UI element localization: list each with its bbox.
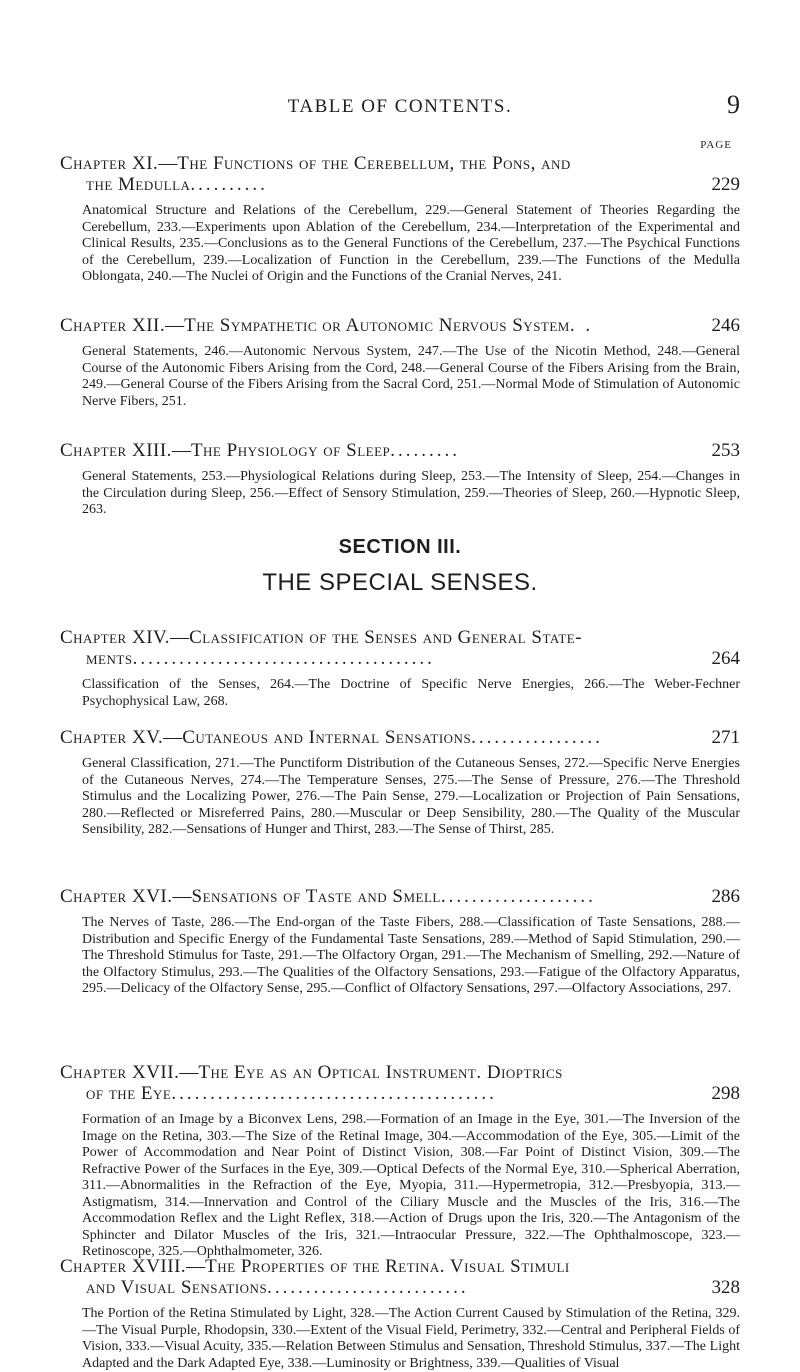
chapter-entry (60, 727, 740, 839)
page-column-label: PAGE (700, 139, 732, 151)
chapter-entry (60, 886, 740, 998)
page-number: 9 (727, 90, 740, 119)
chapter-page-number: 264 (711, 648, 740, 669)
chapter-title-continued: and Visual Sensations (86, 1277, 268, 1298)
running-head (60, 90, 740, 124)
chapter-label: Chapter XII. (60, 315, 166, 336)
chapter-title: The Physiology of Sleep (190, 440, 391, 461)
chapter-page-number: 253 (711, 440, 740, 461)
dot-leader: .......... (190, 174, 268, 195)
dot-leader: .......................... (267, 1277, 469, 1298)
dot-leader: ....................................... (132, 648, 435, 669)
chapter-title-continued: ments (86, 648, 133, 669)
section-heading (60, 536, 740, 597)
chapter-title: The Sympathetic or Autonomic Nervous System (184, 315, 570, 336)
section-title: THE SPECIAL SENSES. (262, 569, 538, 596)
chapter-title: Cutaneous and Internal Sensations (182, 727, 472, 748)
chapter-contents: General Statements, 246.—Autonomic Nervous System, 247.—The Use of the Nicotin Method, 248.—General Course of the Autonomic Fibers Arising from the Cord, 248.—General Course of the Fibers Arising from the Brain, 249.—General Course of the Fibers Arising from the Sacral Cord, 251.—Normal Mode of Stimulation of Autonomic Nerve Fibers, 251. (82, 344, 740, 409)
chapter-label: Chapter XI. (60, 153, 159, 174)
chapter-contents: The Nerves of Taste, 286.—The End-organ of the Taste Fibers, 288.—Classification of Taste Sensations, 288.—Distribution and Specific Energy of the Fundamental Taste Sensations, 289.—Method of Sapid Stimulation, 290.—The Threshold Stimulus for Taste, 291.—The Olfactory Organ, 291.—The Mechanism of Smelling, 292.—Nature of the Olfactory Stimulus, 293.—The Qualities of the Olfactory Sensations, 293.—Fatigue of the Olfactory Apparatus, 295.—Delicacy of the Olfactory Sense, 295.—Conflict of Olfactory Sensations, 297.—Olfactory Associations, 297. (82, 915, 740, 996)
chapter-contents: The Portion of the Retina Stimulated by Light, 328.—The Action Current Caused by Stimulation of the Retina, 329.—The Visual Purple, Rhodopsin, 330.—Extent of the Visual Field, Perimetry, 332.—Central and Peripheral Fields of Vision, 333.—Visual Acuity, 335.—Relation Between Stimulus and Sensation, Threshold Stimulus, 337.—The Light Adapted and the Dark Adapted Eye, 338.—Luminosity or Brightness, 339.—Qualities of Visual (82, 1306, 740, 1371)
chapter-page-number: 298 (711, 1083, 740, 1104)
chapter-entry (60, 440, 740, 519)
chapter-label: Chapter XVI. (60, 886, 173, 907)
dot-leader: ................. (471, 727, 603, 748)
chapter-label: Chapter XVII. (60, 1062, 180, 1083)
chapter-contents: Classification of the Senses, 264.—The Doctrine of Specific Nerve Energies, 266.—The Weber-Fechner Psychophysical Law, 268. (82, 677, 740, 709)
chapter-heading: Chapter XIII.—The Physiology of Sleep......... 253 (60, 440, 740, 461)
chapter-title: Classification of the Senses and General State- (189, 627, 583, 648)
chapter-page-number: 271 (711, 727, 740, 748)
chapter-heading: Chapter XV.—Cutaneous and Internal Sensations................. 271 (60, 727, 740, 748)
chapter-heading: Chapter XII.—The Sympathetic or Autonomic Nervous System. . 246 (60, 315, 740, 336)
chapter-heading: Chapter XVI.—Sensations of Taste and Smell.................... 286 (60, 886, 740, 907)
chapter-heading: Chapter XIV.—Classification of the Senses and General State- ments....................................... 264 (60, 627, 740, 669)
chapter-title-continued: the Medulla (86, 174, 191, 195)
chapter-contents: Anatomical Structure and Relations of the Cerebellum, 229.—General Statement of Theories Regarding the Cerebellum, 233.—Experiments upon Ablation of the Cerebellum, 234.—Interpretation of the Experimental and Clinical Results, 235.—Conclusions as to the General Functions of the Cerebellum, 237.—The Psychical Functions of the Cerebellum, 239.—Localization of Function in the Cerebellum, 239.—The Functions of the Medulla Oblongata, 240.—The Nuclei of Origin and the Functions of the Cranial Nerves, 241. (82, 203, 740, 284)
chapter-page-number: 286 (711, 886, 740, 907)
chapter-heading: Chapter XI.—The Functions of the Cerebellum, the Pons, and the Medulla.......... 229 (60, 153, 740, 195)
chapter-title: Sensations of Taste and Smell (191, 886, 441, 907)
chapter-page-number: 328 (711, 1277, 740, 1298)
chapter-entry (60, 1062, 740, 1261)
chapter-page-number: 246 (711, 315, 740, 336)
chapter-label: Chapter XIV. (60, 627, 171, 648)
chapter-contents: Formation of an Image by a Biconvex Lens, 298.—Formation of an Image in the Eye, 301.—The Inversion of the Image on the Retina, 303.—The Size of the Retinal Image, 304.—Accommodation of the Eye, 305.—Limit of the Power of Accommodation and Near Point of Distinct Vision, 308.—Far Point of Distinct Vision, 309.—The Refractive Power of the Surfaces in the Eye, 309.—Optical Defects of the Normal Eye, 310.—Spherical Aberration, 311.—Abnormalities in the Refraction of the Eye, Myopia, 311.—Hypermetropia, 312.—Presbyopia, 313.—Astigmatism, 314.—Innervation and Control of the Ciliary Muscle and the Muscles of the Iris, 316.—The Accommodation Reflex and the Light Reflex, 318.—Action of Drugs upon the Iris, 320.—The Antagonism of the Sphincter and Dilator Muscles of the Iris, 321.—Intraocular Pressure, 322.—The Ophthalmoscope, 323.—Retinoscope, 325.—Ophthalmometer, 326. (82, 1112, 740, 1259)
running-title: TABLE OF CONTENTS. (287, 96, 513, 117)
chapter-title: The Functions of the Cerebellum, the Pons, and (177, 153, 571, 174)
chapter-title-continued: of the Eye (86, 1083, 172, 1104)
dot-leader: . . (569, 315, 594, 336)
chapter-label: Chapter XVIII. (60, 1256, 187, 1277)
chapter-contents: General Statements, 253.—Physiological Relations during Sleep, 253.—The Intensity of Sleep, 254.—Changes in the Circulation during Sleep, 256.—Effect of Sensory Stimulation, 259.—Theories of Sleep, 260.—Hypnotic Sleep, 263. (82, 469, 740, 517)
chapter-title: The Eye as an Optical Instrument. Dioptrics (198, 1062, 563, 1083)
dot-leader: ......... (390, 440, 461, 461)
dot-leader: .......................................... (171, 1083, 497, 1104)
section-number: SECTION III. (338, 536, 462, 558)
chapter-label: Chapter XIII. (60, 440, 172, 461)
chapter-contents: General Classification, 271.—The Punctiform Distribution of the Cutaneous Senses, 272.—Specific Nerve Energies of the Cutaneous Nerves, 274.—The Temperature Senses, 275.—The Sense of Pressure, 276.—The Threshold Stimulus and the Localizing Power, 276.—The Pain Sense, 279.—Localization or Projection of Pain Sensations, 280.—Reflected or Misreferred Pains, 280.—Muscular or Deep Sensibility, 280.—The Quality of the Muscular Sensibility, 282.—Sensations of Hunger and Thirst, 283.—The Sense of Thirst, 285. (82, 756, 740, 837)
chapter-label: Chapter XV. (60, 727, 164, 748)
chapter-entry (60, 153, 740, 286)
dot-leader: .................... (440, 886, 596, 907)
chapter-heading: Chapter XVIII.—The Properties of the Retina. Visual Stimuli and Visual Sensations.......................... 328 (60, 1256, 740, 1298)
chapter-entry (60, 315, 740, 410)
chapter-heading: Chapter XVII.—The Eye as an Optical Instrument. Dioptrics of the Eye.......................................... 298 (60, 1062, 740, 1104)
chapter-entry (60, 627, 740, 710)
chapter-page-number: 229 (711, 174, 740, 195)
chapter-title: The Properties of the Retina. Visual Stimuli (205, 1256, 570, 1277)
